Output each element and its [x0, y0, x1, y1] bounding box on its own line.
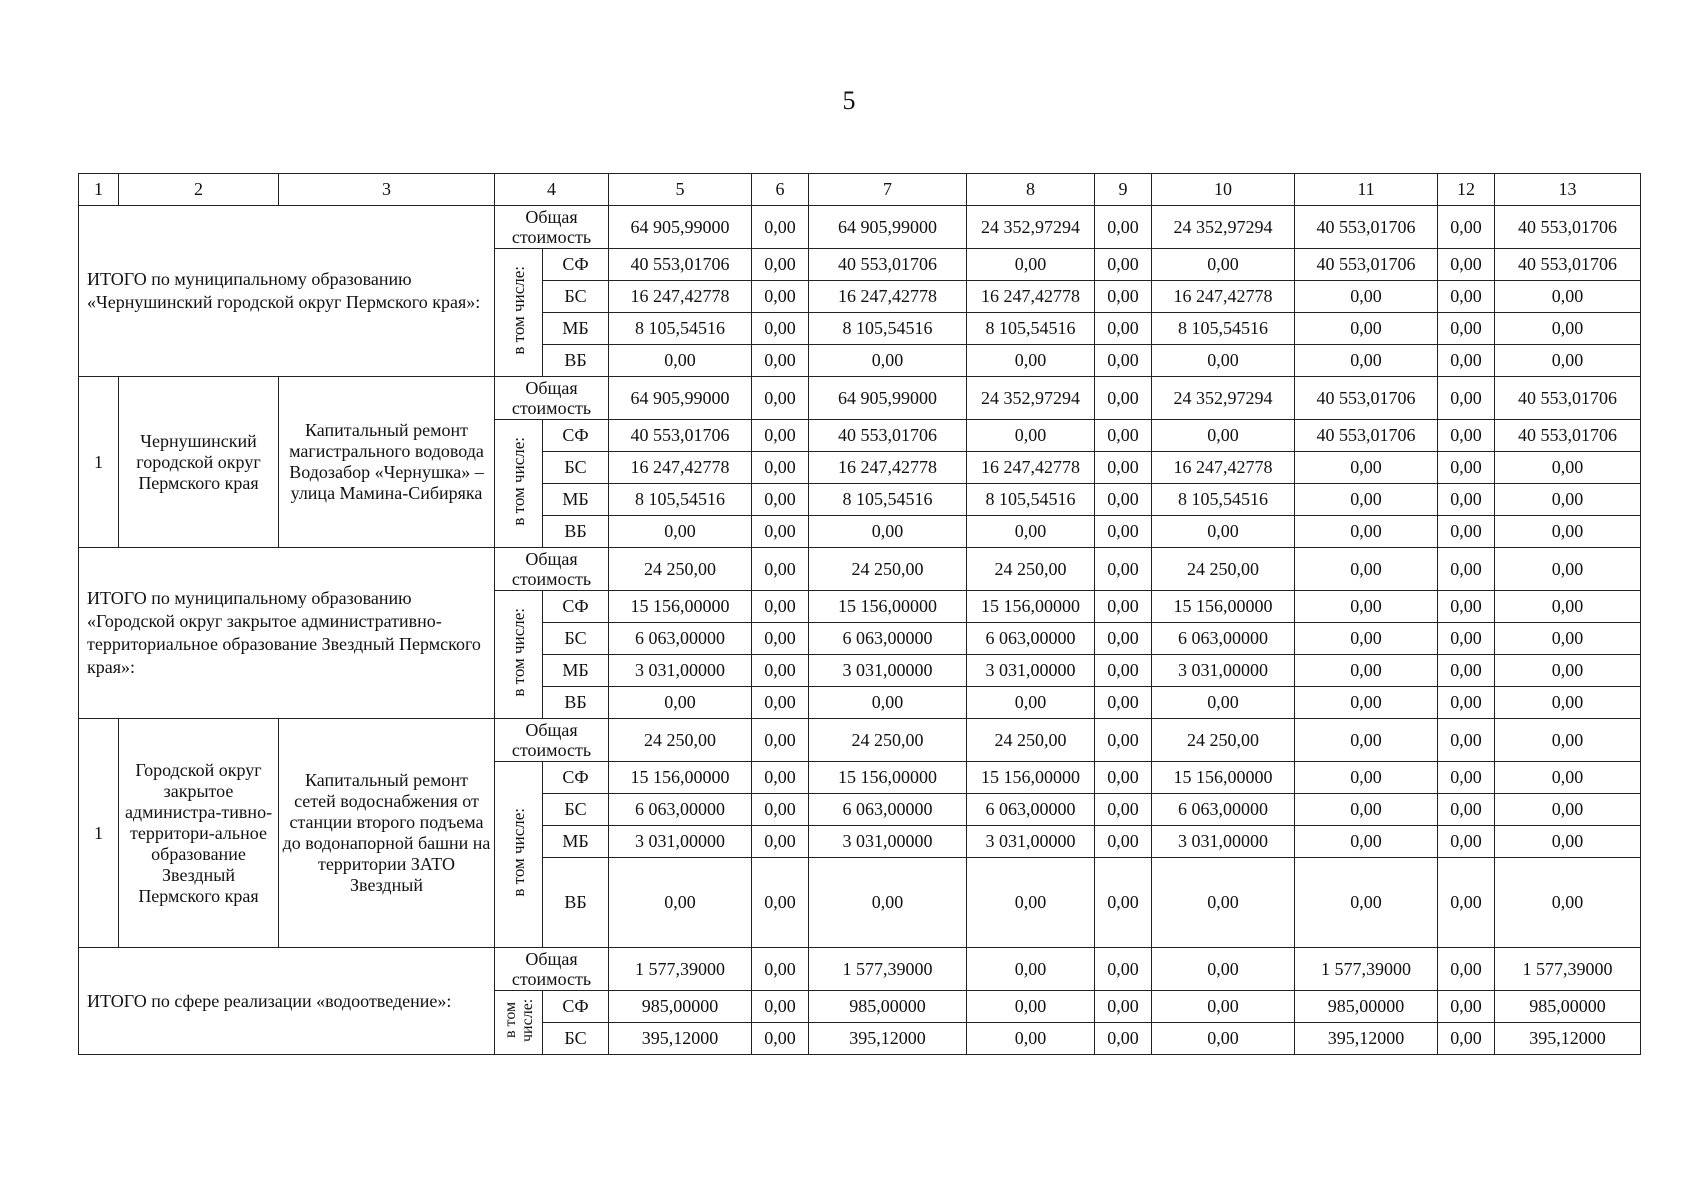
value-cell: 1 577,39000: [1495, 948, 1641, 991]
value-cell: 0,00: [752, 249, 809, 281]
value-cell: 40 553,01706: [1495, 249, 1641, 281]
value-cell: 8 105,54516: [809, 484, 967, 516]
value-cell: 0,00: [1438, 858, 1495, 948]
value-cell: 0,00: [1095, 345, 1152, 377]
value-cell: 0,00: [1095, 249, 1152, 281]
value-cell: 0,00: [752, 687, 809, 719]
value-cell: 395,12000: [1495, 1023, 1641, 1055]
value-cell: 6 063,00000: [967, 623, 1095, 655]
value-cell: 0,00: [1495, 655, 1641, 687]
value-cell: 0,00: [1095, 948, 1152, 991]
header-cell: 7: [809, 174, 967, 206]
value-cell: 64 905,99000: [809, 206, 967, 249]
value-cell: 0,00: [1152, 948, 1295, 991]
value-cell: 0,00: [1438, 762, 1495, 794]
value-cell: 0,00: [752, 281, 809, 313]
municipality-name: Городской округ закрытое администра-тивно-территори-альное образование Звездный Пермского края: [119, 719, 279, 948]
value-cell: 0,00: [1438, 345, 1495, 377]
value-cell: 3 031,00000: [1152, 826, 1295, 858]
value-cell: 0,00: [752, 762, 809, 794]
value-cell: 16 247,42778: [809, 452, 967, 484]
value-cell: 0,00: [752, 591, 809, 623]
total-title: ИТОГО по сфере реализации «водоотведение»:: [79, 948, 495, 1055]
value-cell: 0,00: [1438, 452, 1495, 484]
value-cell: 0,00: [1095, 377, 1152, 420]
value-cell: 0,00: [1495, 687, 1641, 719]
value-cell: 0,00: [1152, 345, 1295, 377]
value-cell: 0,00: [1295, 548, 1438, 591]
fund-source-bs: БС: [543, 794, 609, 826]
value-cell: 0,00: [1495, 281, 1641, 313]
value-cell: 15 156,00000: [967, 762, 1095, 794]
including-label: [495, 991, 543, 1055]
value-cell: 395,12000: [1295, 1023, 1438, 1055]
value-cell: 0,00: [809, 345, 967, 377]
value-cell: 3 031,00000: [967, 826, 1095, 858]
page-number: 5: [842, 86, 856, 115]
value-cell: 3 031,00000: [609, 826, 752, 858]
table-row: [79, 948, 1641, 991]
value-cell: 0,00: [752, 484, 809, 516]
header-cell: 4: [495, 174, 609, 206]
value-cell: 0,00: [1495, 826, 1641, 858]
fund-source-sf: СФ: [543, 762, 609, 794]
value-cell: 0,00: [752, 655, 809, 687]
value-cell: 0,00: [809, 687, 967, 719]
value-cell: 0,00: [752, 206, 809, 249]
fund-source-sf: СФ: [543, 420, 609, 452]
value-cell: 0,00: [1495, 548, 1641, 591]
value-cell: 0,00: [1438, 794, 1495, 826]
value-cell: 0,00: [609, 516, 752, 548]
value-cell: 0,00: [1152, 420, 1295, 452]
value-cell: 15 156,00000: [809, 591, 967, 623]
value-cell: 0,00: [752, 858, 809, 948]
fund-source-mb: МБ: [543, 313, 609, 345]
value-cell: 3 031,00000: [809, 826, 967, 858]
value-cell: 0,00: [1152, 687, 1295, 719]
row-number: 1: [79, 719, 119, 948]
value-cell: 40 553,01706: [609, 249, 752, 281]
value-cell: 0,00: [1295, 452, 1438, 484]
value-cell: 0,00: [1295, 655, 1438, 687]
value-cell: 64 905,99000: [809, 377, 967, 420]
value-cell: 40 553,01706: [1295, 377, 1438, 420]
value-cell: 0,00: [1495, 591, 1641, 623]
value-cell: 0,00: [1495, 345, 1641, 377]
row-number: 1: [79, 377, 119, 548]
value-cell: 3 031,00000: [1152, 655, 1295, 687]
value-cell: 0,00: [1095, 484, 1152, 516]
table-row: [79, 377, 1641, 420]
value-cell: 0,00: [967, 249, 1095, 281]
value-cell: 40 553,01706: [809, 249, 967, 281]
value-cell: 40 553,01706: [1495, 377, 1641, 420]
value-cell: 0,00: [809, 858, 967, 948]
value-cell: 0,00: [1095, 1023, 1152, 1055]
value-cell: 15 156,00000: [967, 591, 1095, 623]
value-cell: 0,00: [809, 516, 967, 548]
value-cell: 0,00: [1095, 687, 1152, 719]
value-cell: 16 247,42778: [609, 281, 752, 313]
value-cell: 0,00: [1095, 623, 1152, 655]
value-cell: 0,00: [1095, 548, 1152, 591]
value-cell: 0,00: [1438, 281, 1495, 313]
fund-source-bs: БС: [543, 452, 609, 484]
including-text: в том числе:: [508, 265, 528, 355]
value-cell: 0,00: [752, 377, 809, 420]
value-cell: 0,00: [609, 345, 752, 377]
value-cell: 0,00: [1095, 826, 1152, 858]
value-cell: 0,00: [1438, 249, 1495, 281]
including-label: [495, 591, 543, 719]
value-cell: 24 250,00: [1152, 548, 1295, 591]
fund-source-vb: ВБ: [543, 516, 609, 548]
value-cell: 40 553,01706: [1295, 420, 1438, 452]
value-cell: 24 250,00: [967, 719, 1095, 762]
value-cell: 0,00: [1152, 1023, 1295, 1055]
value-cell: 40 553,01706: [1295, 206, 1438, 249]
value-cell: 0,00: [752, 948, 809, 991]
value-cell: 16 247,42778: [1152, 281, 1295, 313]
value-cell: 0,00: [1295, 858, 1438, 948]
fund-source-mb: МБ: [543, 655, 609, 687]
value-cell: 0,00: [1152, 516, 1295, 548]
value-cell: 16 247,42778: [609, 452, 752, 484]
value-cell: 0,00: [1495, 794, 1641, 826]
value-cell: 0,00: [1495, 313, 1641, 345]
value-cell: 0,00: [1438, 826, 1495, 858]
value-cell: 1 577,39000: [609, 948, 752, 991]
total-cost-label: Общая стоимость: [495, 548, 609, 591]
total-cost-label: Общая стоимость: [495, 948, 609, 991]
value-cell: 1 577,39000: [809, 948, 967, 991]
fund-source-bs: БС: [543, 623, 609, 655]
value-cell: 0,00: [967, 858, 1095, 948]
fund-source-mb: МБ: [543, 826, 609, 858]
value-cell: 24 250,00: [1152, 719, 1295, 762]
value-cell: 0,00: [967, 991, 1095, 1023]
value-cell: 0,00: [967, 1023, 1095, 1055]
value-cell: 0,00: [1295, 826, 1438, 858]
value-cell: 0,00: [752, 826, 809, 858]
total-cost-label: Общая стоимость: [495, 206, 609, 249]
value-cell: 0,00: [1152, 249, 1295, 281]
value-cell: 0,00: [609, 687, 752, 719]
value-cell: 0,00: [752, 516, 809, 548]
value-cell: 0,00: [1438, 548, 1495, 591]
value-cell: 0,00: [1095, 420, 1152, 452]
value-cell: 0,00: [1095, 991, 1152, 1023]
value-cell: 0,00: [1095, 858, 1152, 948]
value-cell: 40 553,01706: [1495, 206, 1641, 249]
value-cell: 0,00: [1438, 991, 1495, 1023]
fund-source-vb: ВБ: [543, 858, 609, 948]
value-cell: 395,12000: [609, 1023, 752, 1055]
header-cell: 8: [967, 174, 1095, 206]
value-cell: 0,00: [1495, 452, 1641, 484]
value-cell: 24 250,00: [609, 719, 752, 762]
value-cell: 0,00: [1152, 991, 1295, 1023]
value-cell: 0,00: [752, 548, 809, 591]
value-cell: 6 063,00000: [809, 794, 967, 826]
value-cell: 0,00: [752, 420, 809, 452]
value-cell: 0,00: [1438, 377, 1495, 420]
value-cell: 0,00: [1095, 719, 1152, 762]
value-cell: 15 156,00000: [609, 591, 752, 623]
including-label: [495, 420, 543, 548]
value-cell: 6 063,00000: [609, 794, 752, 826]
including-label: [495, 249, 543, 377]
value-cell: 0,00: [1438, 655, 1495, 687]
value-cell: 395,12000: [809, 1023, 967, 1055]
value-cell: 15 156,00000: [609, 762, 752, 794]
value-cell: 985,00000: [609, 991, 752, 1023]
value-cell: 6 063,00000: [1152, 794, 1295, 826]
value-cell: 0,00: [752, 719, 809, 762]
value-cell: 0,00: [1095, 516, 1152, 548]
value-cell: 3 031,00000: [609, 655, 752, 687]
municipality-name: Чернушинский городской округ Пермского края: [119, 377, 279, 548]
value-cell: 16 247,42778: [809, 281, 967, 313]
value-cell: 8 105,54516: [1152, 313, 1295, 345]
value-cell: 24 352,97294: [1152, 377, 1295, 420]
total-title: ИТОГО по муниципальному образованию «Чернушинский городской округ Пермского края»:: [79, 206, 495, 377]
fund-source-sf: СФ: [543, 249, 609, 281]
total-title: ИТОГО по муниципальному образованию «Городской округ закрытое административно-территориальное образование Звездный Пермского края»:: [79, 548, 495, 719]
value-cell: 6 063,00000: [967, 794, 1095, 826]
value-cell: 0,00: [967, 687, 1095, 719]
value-cell: 8 105,54516: [609, 484, 752, 516]
value-cell: 0,00: [1295, 762, 1438, 794]
fund-source-vb: ВБ: [543, 345, 609, 377]
fund-source-bs: БС: [543, 281, 609, 313]
value-cell: 0,00: [1095, 281, 1152, 313]
value-cell: 0,00: [967, 345, 1095, 377]
table-body: [79, 174, 1641, 1055]
value-cell: 16 247,42778: [967, 281, 1095, 313]
value-cell: 8 105,54516: [809, 313, 967, 345]
value-cell: 0,00: [1495, 623, 1641, 655]
value-cell: 0,00: [1438, 420, 1495, 452]
object-name: Капитальный ремонт сетей водоснабжения от станции второго подъема до водонапорной башни на территории ЗАТО Звездный: [279, 719, 495, 948]
value-cell: 15 156,00000: [1152, 762, 1295, 794]
value-cell: 0,00: [752, 991, 809, 1023]
value-cell: 0,00: [1095, 794, 1152, 826]
total-cost-label: Общая стоимость: [495, 377, 609, 420]
value-cell: 0,00: [1295, 687, 1438, 719]
header-cell: 12: [1438, 174, 1495, 206]
value-cell: 24 250,00: [809, 548, 967, 591]
value-cell: 8 105,54516: [1152, 484, 1295, 516]
value-cell: 3 031,00000: [809, 655, 967, 687]
header-cell: 3: [279, 174, 495, 206]
value-cell: 0,00: [1438, 206, 1495, 249]
total-cost-label: Общая стоимость: [495, 719, 609, 762]
value-cell: 24 352,97294: [967, 206, 1095, 249]
value-cell: 0,00: [1095, 313, 1152, 345]
value-cell: 0,00: [1438, 484, 1495, 516]
value-cell: 16 247,42778: [1152, 452, 1295, 484]
header-row: [79, 174, 1641, 206]
value-cell: 40 553,01706: [1495, 420, 1641, 452]
header-cell: 2: [119, 174, 279, 206]
header-cell: 10: [1152, 174, 1295, 206]
value-cell: 0,00: [1095, 591, 1152, 623]
value-cell: 40 553,01706: [609, 420, 752, 452]
value-cell: 0,00: [752, 452, 809, 484]
value-cell: 0,00: [1495, 484, 1641, 516]
fund-source-bs: БС: [543, 1023, 609, 1055]
value-cell: 0,00: [1438, 623, 1495, 655]
fund-source-mb: МБ: [543, 484, 609, 516]
value-cell: 0,00: [967, 516, 1095, 548]
value-cell: 0,00: [609, 858, 752, 948]
value-cell: 0,00: [1295, 345, 1438, 377]
value-cell: 0,00: [1295, 516, 1438, 548]
fund-source-vb: ВБ: [543, 687, 609, 719]
value-cell: 0,00: [1495, 719, 1641, 762]
value-cell: 985,00000: [809, 991, 967, 1023]
including-label: [495, 762, 543, 948]
value-cell: 24 352,97294: [1152, 206, 1295, 249]
value-cell: 0,00: [1095, 655, 1152, 687]
fund-source-sf: СФ: [543, 591, 609, 623]
value-cell: 0,00: [1295, 794, 1438, 826]
value-cell: 0,00: [1495, 516, 1641, 548]
value-cell: 3 031,00000: [967, 655, 1095, 687]
value-cell: 0,00: [1438, 1023, 1495, 1055]
header-cell: 9: [1095, 174, 1152, 206]
value-cell: 0,00: [1438, 719, 1495, 762]
value-cell: 0,00: [752, 623, 809, 655]
including-text: в том числе:: [501, 998, 536, 1042]
value-cell: 0,00: [967, 948, 1095, 991]
value-cell: 0,00: [1438, 313, 1495, 345]
value-cell: 0,00: [1095, 206, 1152, 249]
including-text: в том числе:: [508, 807, 528, 897]
budget-table: [78, 173, 1641, 1055]
value-cell: 8 105,54516: [967, 313, 1095, 345]
value-cell: 0,00: [1095, 452, 1152, 484]
header-cell: 5: [609, 174, 752, 206]
value-cell: 6 063,00000: [809, 623, 967, 655]
value-cell: 0,00: [752, 345, 809, 377]
value-cell: 0,00: [1152, 858, 1295, 948]
value-cell: 6 063,00000: [1152, 623, 1295, 655]
value-cell: 0,00: [1095, 762, 1152, 794]
value-cell: 24 250,00: [967, 548, 1095, 591]
value-cell: 0,00: [1438, 687, 1495, 719]
value-cell: 24 250,00: [809, 719, 967, 762]
value-cell: 8 105,54516: [967, 484, 1095, 516]
value-cell: 6 063,00000: [609, 623, 752, 655]
object-name: Капитальный ремонт магистрального водовода Водозабор «Чернушка» – улица Мамина-Сибиряка: [279, 377, 495, 548]
value-cell: 0,00: [1438, 516, 1495, 548]
value-cell: 0,00: [752, 313, 809, 345]
header-cell: 1: [79, 174, 119, 206]
header-cell: 6: [752, 174, 809, 206]
header-cell: 13: [1495, 174, 1641, 206]
table-row: [79, 548, 1641, 591]
including-text: в том числе:: [508, 607, 528, 697]
value-cell: 985,00000: [1495, 991, 1641, 1023]
value-cell: 1 577,39000: [1295, 948, 1438, 991]
value-cell: 0,00: [1295, 484, 1438, 516]
value-cell: 0,00: [752, 1023, 809, 1055]
table-row: [79, 719, 1641, 762]
value-cell: 40 553,01706: [1295, 249, 1438, 281]
value-cell: 40 553,01706: [809, 420, 967, 452]
value-cell: 0,00: [1295, 591, 1438, 623]
value-cell: 0,00: [1438, 591, 1495, 623]
value-cell: 0,00: [1295, 719, 1438, 762]
value-cell: 16 247,42778: [967, 452, 1095, 484]
value-cell: 64 905,99000: [609, 377, 752, 420]
value-cell: 8 105,54516: [609, 313, 752, 345]
value-cell: 0,00: [1295, 313, 1438, 345]
value-cell: 15 156,00000: [1152, 591, 1295, 623]
value-cell: 64 905,99000: [609, 206, 752, 249]
including-text: в том числе:: [508, 436, 528, 526]
value-cell: 0,00: [1295, 623, 1438, 655]
fund-source-sf: СФ: [543, 991, 609, 1023]
value-cell: 985,00000: [1295, 991, 1438, 1023]
value-cell: 0,00: [1495, 762, 1641, 794]
value-cell: 0,00: [1495, 858, 1641, 948]
value-cell: 24 250,00: [609, 548, 752, 591]
header-cell: 11: [1295, 174, 1438, 206]
value-cell: 15 156,00000: [809, 762, 967, 794]
value-cell: 0,00: [1438, 948, 1495, 991]
value-cell: 0,00: [752, 794, 809, 826]
value-cell: 0,00: [967, 420, 1095, 452]
value-cell: 0,00: [1295, 281, 1438, 313]
value-cell: 24 352,97294: [967, 377, 1095, 420]
table-row: [79, 206, 1641, 249]
